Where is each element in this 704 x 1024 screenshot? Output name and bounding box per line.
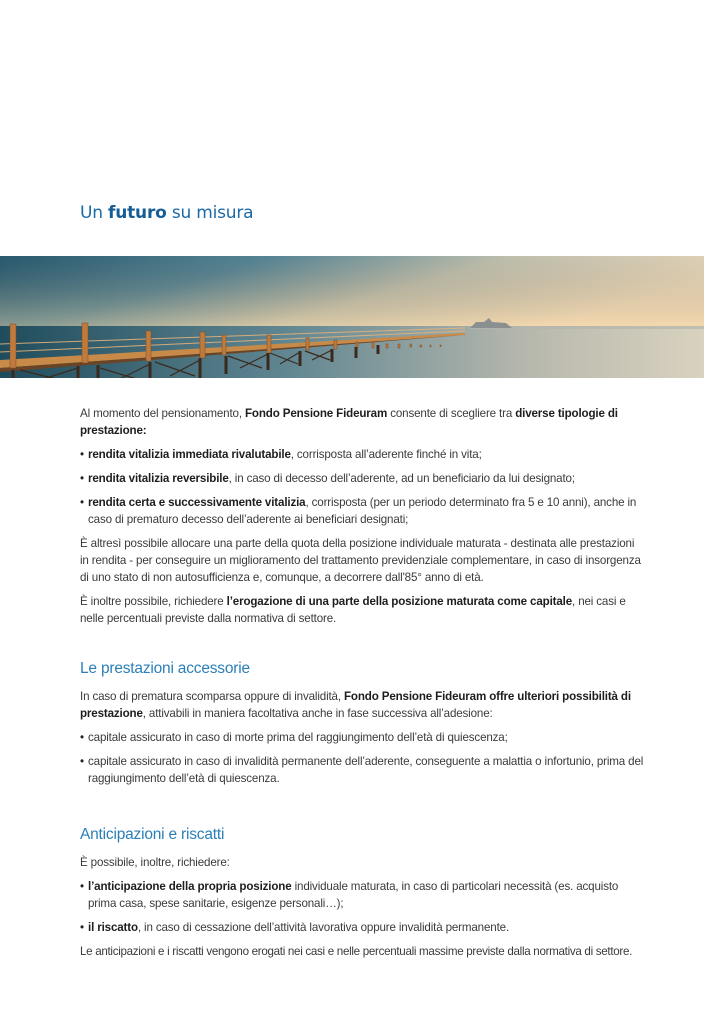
text-run: capitale assicurato in caso di morte prima del raggiungimento dell’età di quiescenza; xyxy=(88,731,508,744)
intro-paragraph xyxy=(80,854,645,871)
text-run: È possibile, inoltre, richiedere: xyxy=(80,856,230,869)
list-item xyxy=(80,446,645,463)
text-run: , in caso di cessazione dell’attività lavorativa oppure invalidità permanente. xyxy=(137,921,510,934)
list-item xyxy=(80,494,645,528)
section-prestazioni xyxy=(80,405,645,634)
text-run-bold: diverse tipologie di prestazione: xyxy=(80,407,618,437)
intro-paragraph xyxy=(80,405,645,439)
page-title xyxy=(80,203,253,223)
list-item xyxy=(80,470,645,487)
text-run: , nei casi e nelle percentuali previste dalla normativa di settore. xyxy=(80,595,626,625)
list-item xyxy=(80,729,645,746)
list-item xyxy=(80,753,645,787)
bullet-icon: • xyxy=(80,496,84,509)
paragraph-capitale xyxy=(80,593,645,627)
section-anticipazioni xyxy=(80,854,645,967)
text-run-bold: l’erogazione di una parte della posizione maturata come capitale xyxy=(226,595,573,608)
text-run: È altresì possibile allocare una parte della quota della posizione individuale maturata - destinata alle prestazioni in rendita - per conseguire un miglioramento del trattamento previdenziale complementare, in caso di insorgenza di uno stato di non autosufficienza e, comunque, a decorrere dall'85° anno di età. xyxy=(80,537,641,584)
text-run-bold: rendita vitalizia immediata rivalutabile xyxy=(88,448,291,461)
text-run: individuale maturata, in caso di particolari necessità (es. acquisto prima casa, spese sanitarie, esigenze personali…); xyxy=(88,880,619,910)
text-run: , corrisposta all’aderente finché in vita; xyxy=(290,448,482,461)
paragraph-allocazione xyxy=(80,535,645,586)
text-run-bold: rendita certa e successivamente vitalizia xyxy=(88,496,306,509)
section-prestazioni-accessorie xyxy=(80,688,645,794)
text-run: Le anticipazioni e i riscatti vengono erogati nei casi e nelle percentuali massime previste dalla normativa di settore. xyxy=(80,945,633,958)
hero-image-pier-at-sunset xyxy=(0,256,704,380)
bullet-icon: • xyxy=(80,755,84,768)
text-run-bold: rendita vitalizia reversibile xyxy=(88,472,229,485)
intro-paragraph xyxy=(80,688,645,722)
page-title-pre: Un xyxy=(80,203,109,223)
text-run: , in caso di decesso dell’aderente, ad un beneficiario da lui designato; xyxy=(228,472,575,485)
text-run: , corrisposta (per un periodo determinato fra 5 e 10 anni), anche in caso di prematuro decesso dell’aderente ai beneficiari designati; xyxy=(88,496,637,526)
text-run-bold: Fondo Pensione Fideuram xyxy=(245,407,388,420)
list-item xyxy=(80,878,645,912)
page-title-emphasis: futuro xyxy=(108,203,167,223)
bullet-icon: • xyxy=(80,880,84,893)
text-run: capitale assicurato in caso di invalidità permanente dell’aderente, conseguente a malattia o infortunio, prima del raggiungimento dell’età di quiescenza. xyxy=(88,755,644,785)
text-run-bold: l’anticipazione della propria posizione xyxy=(88,880,292,893)
text-run: Al momento del pensionamento, xyxy=(80,407,245,420)
bullet-icon: • xyxy=(80,472,84,485)
page-title-post: su misura xyxy=(166,203,254,223)
bullet-icon: • xyxy=(80,731,84,744)
bullet-icon: • xyxy=(80,921,84,934)
section-heading-anticipazioni: Anticipazioni e riscatti xyxy=(80,826,225,843)
bullet-icon: • xyxy=(80,448,84,461)
section-heading-prestazioni-accessorie: Le prestazioni accessorie xyxy=(80,660,250,677)
text-run-bold: il riscatto xyxy=(88,921,138,934)
text-run: In caso di prematura scomparsa oppure di invalidità, xyxy=(80,690,344,703)
text-run: consente di scegliere tra xyxy=(387,407,516,420)
text-run: È inoltre possibile, richiedere xyxy=(80,595,227,608)
sea xyxy=(0,326,704,380)
closing-paragraph xyxy=(80,943,645,960)
text-run-bold: Fondo Pensione Fideuram offre ulteriori possibilità di prestazione xyxy=(80,690,631,720)
text-run: , attivabili in maniera facoltativa anche in fase successiva all’adesione: xyxy=(142,707,493,720)
list-item xyxy=(80,919,645,936)
pier-illustration xyxy=(0,256,704,380)
